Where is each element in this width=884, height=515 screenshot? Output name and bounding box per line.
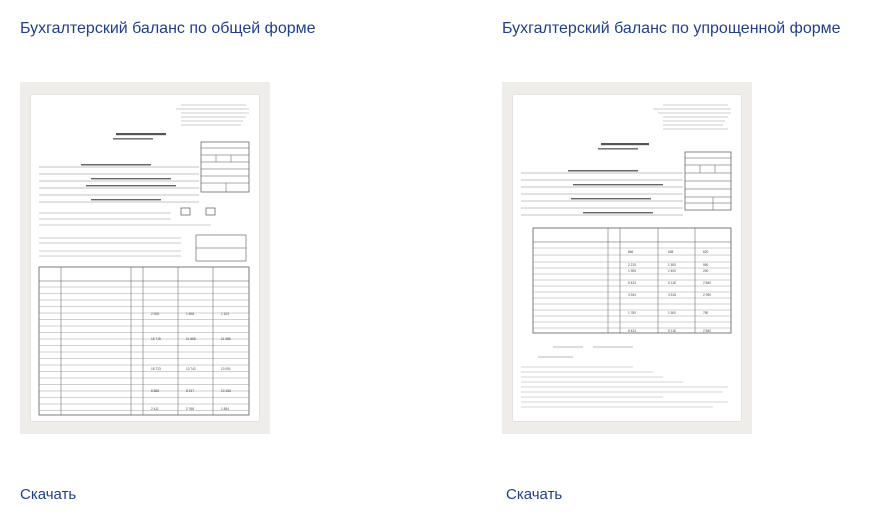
balance-simplified-preview[interactable]: [502, 82, 752, 434]
svg-text:5 424: 5 424: [628, 281, 636, 285]
balance-full-download-link[interactable]: Скачать: [20, 486, 77, 503]
balance-full-preview[interactable]: [20, 82, 270, 434]
svg-text:620: 620: [703, 250, 709, 254]
svg-text:5 118: 5 118: [668, 329, 676, 333]
svg-text:1 905: 1 905: [628, 269, 636, 273]
document-thumbnail-image: [31, 95, 259, 421]
document-thumbnail: [31, 95, 259, 421]
svg-text:2 008: 2 008: [151, 312, 159, 316]
balance-simplified-title[interactable]: Бухгалтерский баланс по упрощенной форме: [502, 20, 841, 37]
svg-text:2 215: 2 215: [628, 263, 636, 267]
svg-text:2 840: 2 840: [703, 281, 711, 285]
svg-text:10 158: 10 158: [221, 389, 231, 393]
balance-simplified-download-link[interactable]: Скачать: [506, 486, 563, 503]
svg-text:2 411: 2 411: [151, 407, 159, 411]
svg-text:658: 658: [668, 250, 674, 254]
svg-text:5 424: 5 424: [628, 329, 636, 333]
svg-text:2 090: 2 090: [703, 293, 711, 297]
svg-text:1 500: 1 500: [668, 311, 676, 315]
svg-text:16 715: 16 715: [151, 337, 161, 341]
svg-text:2 840: 2 840: [703, 329, 711, 333]
svg-text:13 091: 13 091: [221, 367, 231, 371]
svg-text:2 768: 2 768: [186, 407, 194, 411]
svg-text:13 742: 13 742: [186, 367, 196, 371]
svg-text:2 400: 2 400: [668, 269, 676, 273]
svg-text:8 197: 8 197: [186, 389, 194, 393]
svg-text:8 858: 8 858: [151, 389, 159, 393]
svg-text:3 944: 3 944: [628, 293, 636, 297]
svg-text:11 858: 11 858: [186, 337, 196, 341]
svg-text:18 723: 18 723: [151, 367, 161, 371]
svg-text:1 103: 1 103: [221, 312, 229, 316]
svg-text:1 500: 1 500: [668, 263, 676, 267]
document-thumbnail: [513, 95, 741, 421]
svg-text:950: 950: [703, 263, 709, 267]
svg-text:5 118: 5 118: [668, 281, 676, 285]
svg-text:1 780: 1 780: [628, 311, 636, 315]
svg-text:3 518: 3 518: [668, 293, 676, 297]
svg-text:1 894: 1 894: [221, 407, 229, 411]
balance-full-title[interactable]: Бухгалтерский баланс по общей форме: [20, 20, 316, 37]
svg-text:200: 200: [703, 269, 709, 273]
svg-text:11 988: 11 988: [221, 337, 231, 341]
svg-text:750: 750: [703, 311, 709, 315]
svg-text:866: 866: [628, 250, 634, 254]
svg-text:1 608: 1 608: [186, 312, 194, 316]
document-thumbnail-image: [513, 95, 741, 421]
